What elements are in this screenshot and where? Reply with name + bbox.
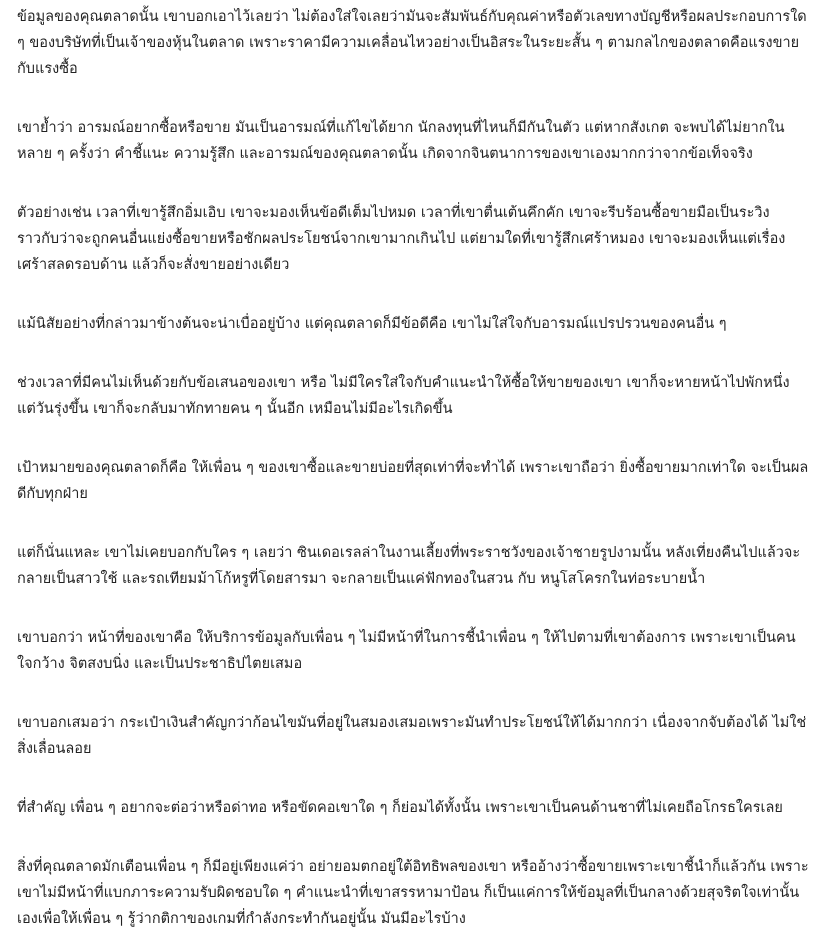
paragraph: ช่วงเวลาที่มีคนไม่เห็นด้วยกับข้อเสนอของเขา หรือ ไม่มีใครใส่ใจกับคำแนะนำให้ซื้อให้ขายของเขา เขาก็จะหายหน้าไปพักหนึ่ง แต่วันรุ่งขึ้น เขาก็จะกลับมาทักทายคน ๆ นั้นอีก เหมือนไม่มีอะไรเกิดขึ้น (17, 375, 790, 417)
paragraph: เขาบอกว่า หน้าที่ของเขาคือ ให้บริการข้อมูลกับเพื่อน ๆ ไม่มีหน้าที่ในการชี้นำเพื่อน ๆ ให้ไปตามที่เขาต้องการ เพราะเขาเป็นคนใจกว้าง จิตสงบนิ่ง และเป็นประชาธิปไตยเสมอ (17, 630, 796, 672)
paragraph: แต่ก็นั่นแหละ เขาไม่เคยบอกกับใคร ๆ เลยว่า ซินเดอเรลล่าในงานเลี้ยงที่พระราชวังของเจ้าชายรูปงามนั้น หลังเที่ยงคืนไปแล้วจะกลายเป็นสาวใช้ และรถเทียมม้าโก้หรูที่โดยสารมา จะกลายเป็นแค่ฟักทองในสวน กับ หนูโสโครกในท่อระบายน้ำ (17, 545, 801, 587)
paragraph: เป้าหมายของคุณตลาดก็คือ ให้เพื่อน ๆ ของเขาซื้อและขายบ่อยที่สุดเท่าที่จะทำได้ เพราะเขาถือว่า ยิ่งซื้อขายมากเท่าใด จะเป็นผลดีกับทุกฝ่าย (17, 460, 809, 502)
paragraph: แม้นิสัยอย่างที่กล่าวมาข้างต้นจะน่าเบื่ออยู่บ้าง แต่คุณตลาดก็มีข้อดีคือ เขาไม่ใส่ใจกับอารมณ์แปรปรวนของคนอื่น ๆ (17, 316, 727, 332)
paragraph: เขาบอกเสมอว่า กระเป๋าเงินสำคัญกว่าก้อนไขมันที่อยู่ในสมองเสมอเพราะมันทำประโยชน์ให้ได้มากกว่า เนื่องจากจับต้องได้ ไม่ใช่สิ่งเลื่อนลอย (17, 715, 807, 757)
paragraph: ที่สำคัญ เพื่อน ๆ อยากจะต่อว่าหรือด่าทอ หรือขัดคอเขาใด ๆ ก็ย่อมได้ทั้งนั้น เพราะเขาเป็นคนด้านชาที่ไม่เคยถือโกรธใครเลย (17, 800, 783, 816)
paragraph: สิ่งที่คุณตลาดมักเตือนเพื่อน ๆ ก็มีอยู่เพียงแค่ว่า อย่ายอมตกอยู่ใต้อิทธิพลของเขา หรืออ้างว่าซื้อขายเพราะเขาชี้นำก็แล้วกัน เพราะเขาไม่มีหน้าที่แบกภาระความรับผิดชอบใด ๆ คำแนะนำที่เขาสรรหามาป้อน ก็เป็นแค่การให้ข้อมูลที่เป็นกลางด้วยสุจริตใจเท่านั้นเองเพื่อให้เพื่อน ๆ รู้ว่ากติกาของเกมที่กำลังกระทำกันอยู่นั้น มันมีอะไรบ้าง (17, 859, 809, 927)
paragraph: ข้อมูลของคุณตลาดนั้น เขาบอกเอาไว้เลยว่า ไม่ต้องใส่ใจเลยว่ามันจะสัมพันธ์กับคุณค่าหรือตัวเลขทางบัญชีหรือผลประกอบการใด ๆ ของบริษัทที่เป็นเจ้าของหุ้นในตลาด เพราะราคามีความเคลื่อนไหวอย่างเป็นอิสระในระยะสั้น ๆ ตามกลไกของตลาดคือแรงขายกับแรงซื้อ (17, 9, 807, 77)
paragraph: เขาย้ำว่า อารมณ์อยากซื้อหรือขาย มันเป็นอารมณ์ที่แก้ไขได้ยาก นักลงทุนที่ไหนก็มีกันในตัว แต่หากสังเกต จะพบได้ไม่ยากในหลาย ๆ ครั้งว่า คำชี้แนะ ความรู้สึก และอารมณ์ของคุณตลาดนั้น เกิดจากจินตนาการของเขาเองมากกว่าจากข้อเท็จจริง (17, 120, 785, 162)
paragraph: ตัวอย่างเช่น เวลาที่เขารู้สึกอิ่มเอิบ เขาจะมองเห็นข้อดีเต็มไปหมด เวลาที่เขาตื่นเต้นคึกคัก เขาจะรีบร้อนซื้อขายมือเป็นระวิง ราวกับว่าจะถูกคนอื่นแย่งซื้อขายหรือชักผลประโยชน์จากเขามากเกินไป แต่ยามใดที่เขารู้สึกเศร้าหมอง เขาจะมองเห็นแต่เรื่องเศร้าสลดรอบด้าน แล้วก็จะสั่งขายอย่างเดียว (17, 205, 786, 273)
